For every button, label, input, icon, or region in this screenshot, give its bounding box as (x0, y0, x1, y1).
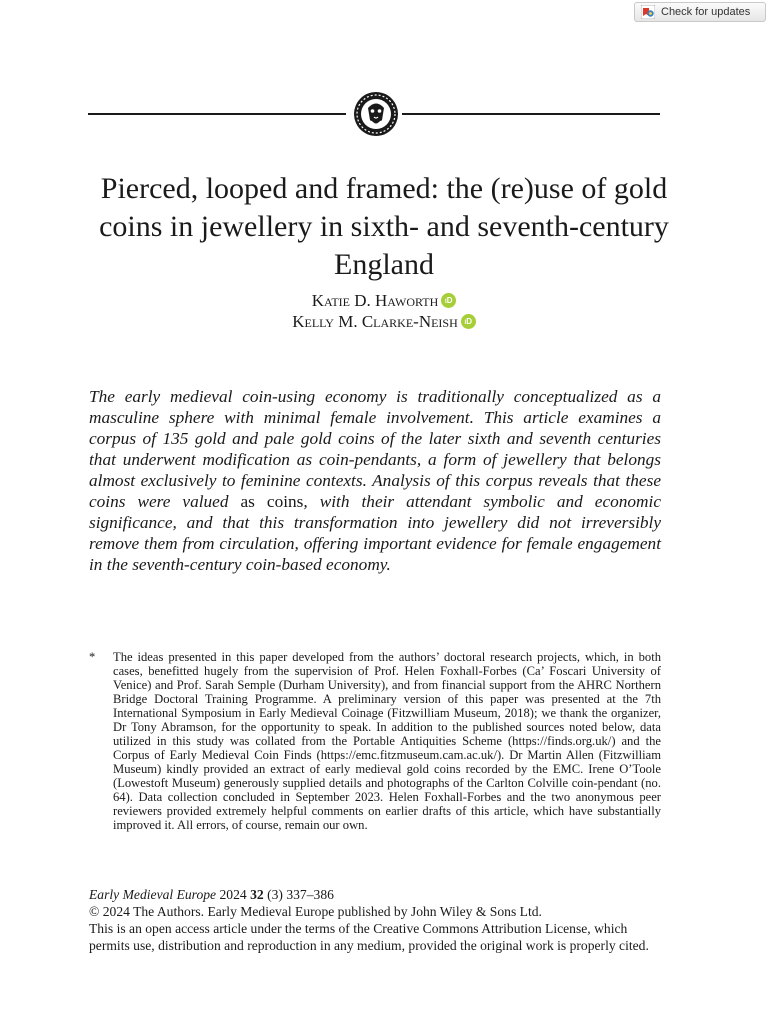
pas-link[interactable]: https://finds.org.uk/ (512, 734, 612, 748)
citation-block (89, 886, 661, 954)
abstract-emphasis: as coins (240, 492, 304, 511)
journal-year: 2024 (219, 887, 247, 902)
check-for-updates-label: Check for updates (661, 6, 751, 18)
footnote-text-part: ). Dr Martin Allen (Fitzwilliam Museum) kindly provided an extract of early medieval gold coins recorded by the EMC. Irene O’Toole (Lowestoft Museum) generously supplied details and photographs of the Carlton Colville coin-pendant (no. 64). Data collection concluded in September 2023. Helen Foxhall-Forbes and the two anonymous peer reviewers provided extremely helpful comments on earlier drafts of this article, which have substantially improved it. All errors, of course, remain our own. (113, 748, 661, 832)
footnote-marker: * (89, 650, 96, 664)
abstract-text-part1: The early medieval coin-using economy is traditionally conceptualized as a masculine sphere with minimal female involvement. This article examines a corpus of 135 gold and pale gold coins of the later sixth and seventh centuries that underwent modification as coin-pendants, a form of jewellery that belongs almost exclusively to feminine contexts. Analysis of this corpus reveals that these coins were valued (89, 387, 661, 511)
journal-issue-pages: (3) 337–386 (267, 887, 334, 902)
author-list (84, 290, 684, 332)
author-entry (84, 290, 684, 311)
header-rule-left (88, 113, 346, 115)
crossmark-icon (641, 5, 655, 19)
license-notice: This is an open access article under the terms of the Creative Commons Attribution License, which permits use, distribution and reproduction in any medium, provided the original work is properly cited. (89, 921, 649, 953)
header-ornament (88, 90, 660, 138)
header-rule-right (402, 113, 660, 115)
abstract (89, 386, 661, 575)
footnote-text-part: The ideas presented in this paper developed from the authors’ doctoral research projects, which, in both cases, benefitted hugely from the supervision of Prof. Helen Foxhall-Forbes (Ca’ Foscari University of Venice) and Prof. Sarah Semple (Durham University), and from financial support from the AHRC Northern Bridge Doctoral Training Programme. A preliminary version of this paper was presented at the 7th International Symposium in Early Medieval Coinage (Fitzwilliam Museum, 2018); we thank the organizer, Dr Tony Abramson, for the opportunity to speak. In addition to the published sources noted below, data utilized in this study was collated from the Portable Antiquities Scheme ( (113, 650, 661, 748)
author-name: Kelly M. Clarke-Neish (292, 312, 458, 331)
author-entry (84, 311, 684, 332)
emc-link[interactable]: https://emc.fitzmuseum.cam.ac.uk/ (320, 748, 497, 762)
copyright-notice: © 2024 The Authors. Early Medieval Europe published by John Wiley & Sons Ltd. (89, 904, 542, 919)
abstract-text-part2: , with their attendant symbolic and economic significance, and that this transformation into jewellery did not irreversibly remove them from circulation, offering important evidence for female engagement in the seventh-century coin-based economy. (89, 492, 661, 574)
journal-volume: 32 (250, 887, 264, 902)
article-title: Pierced, looped and framed: the (re)use of gold coins in jewellery in sixth- and seventh-century England (99, 172, 669, 281)
orcid-icon[interactable]: iD (441, 293, 456, 308)
footnote (89, 650, 661, 832)
author-name: Katie D. Haworth (311, 291, 439, 310)
footnote-text (113, 650, 661, 832)
footnote-text-part: ) and the Corpus of Early Medieval Coin Finds ( (113, 734, 661, 762)
check-for-updates-button[interactable] (634, 2, 766, 22)
orcid-icon[interactable]: iD (461, 314, 476, 329)
journal-citation (89, 886, 661, 903)
journal-emblem-icon (352, 90, 400, 138)
journal-name: Early Medieval Europe (89, 887, 217, 902)
